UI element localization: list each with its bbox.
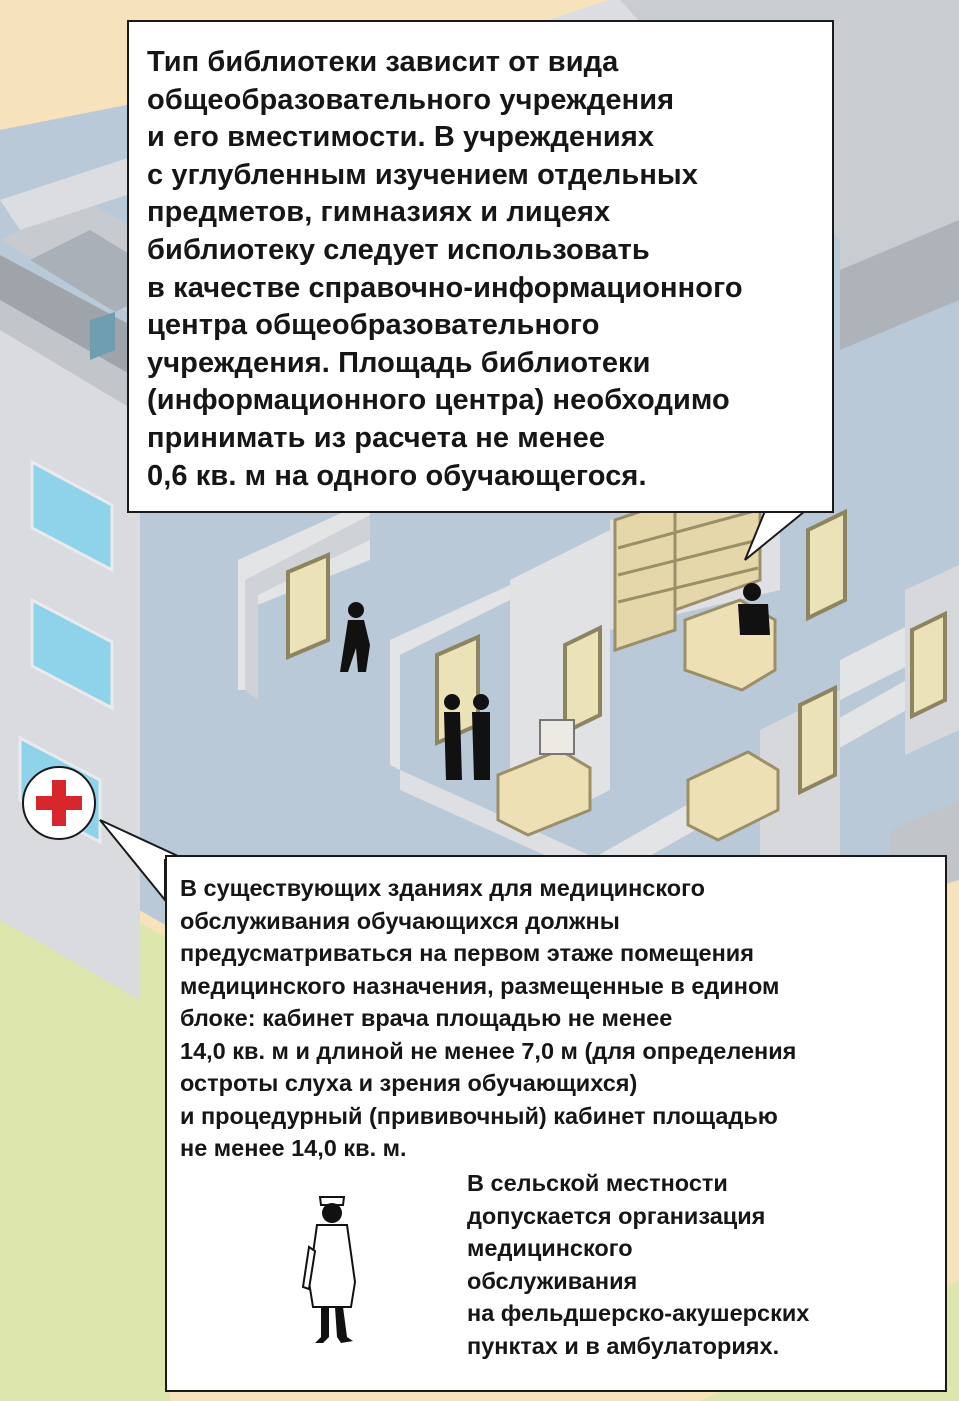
doctor-figure-icon	[297, 1187, 367, 1357]
computer-monitor	[540, 720, 574, 754]
rural-note-text: В сельской местности допускается организация медицинского обслуживания на фельдшерско-акушерских пунктах и в амбулаториях.	[467, 1170, 810, 1359]
library-callout	[127, 20, 834, 513]
red-cross-badge	[22, 766, 96, 840]
medical-callout-text: В существующих зданиях для медицинского обслуживания обучающихся должны предусматриваться на первом этаже помещения медицинского назначения, размещенные в едином блоке: кабинет врача площадью не менее 14,0 кв. м и длиной не менее 7,0 м (для определения остроты слуха и зрения обучающихся) и процедурный (прививочный) кабинет площадью не менее 14,0 кв. м.	[180, 875, 797, 1161]
medical-callout	[165, 855, 947, 1392]
red-cross-icon	[24, 768, 94, 838]
library-callout-text: Тип библиотеки зависит от вида общеобразовательного учреждения и его вместимости. В учреждениях с углубленным изучением отдельных предметов, гимназиях и лицеях библиотеку следует использовать в качестве справочно-информационного центра общеобразовательного учреждения. Площадь библиотеки (информационного центра) необходимо принимать из расчета не менее 0,6 кв. м на одного обучающегося.	[147, 46, 743, 492]
